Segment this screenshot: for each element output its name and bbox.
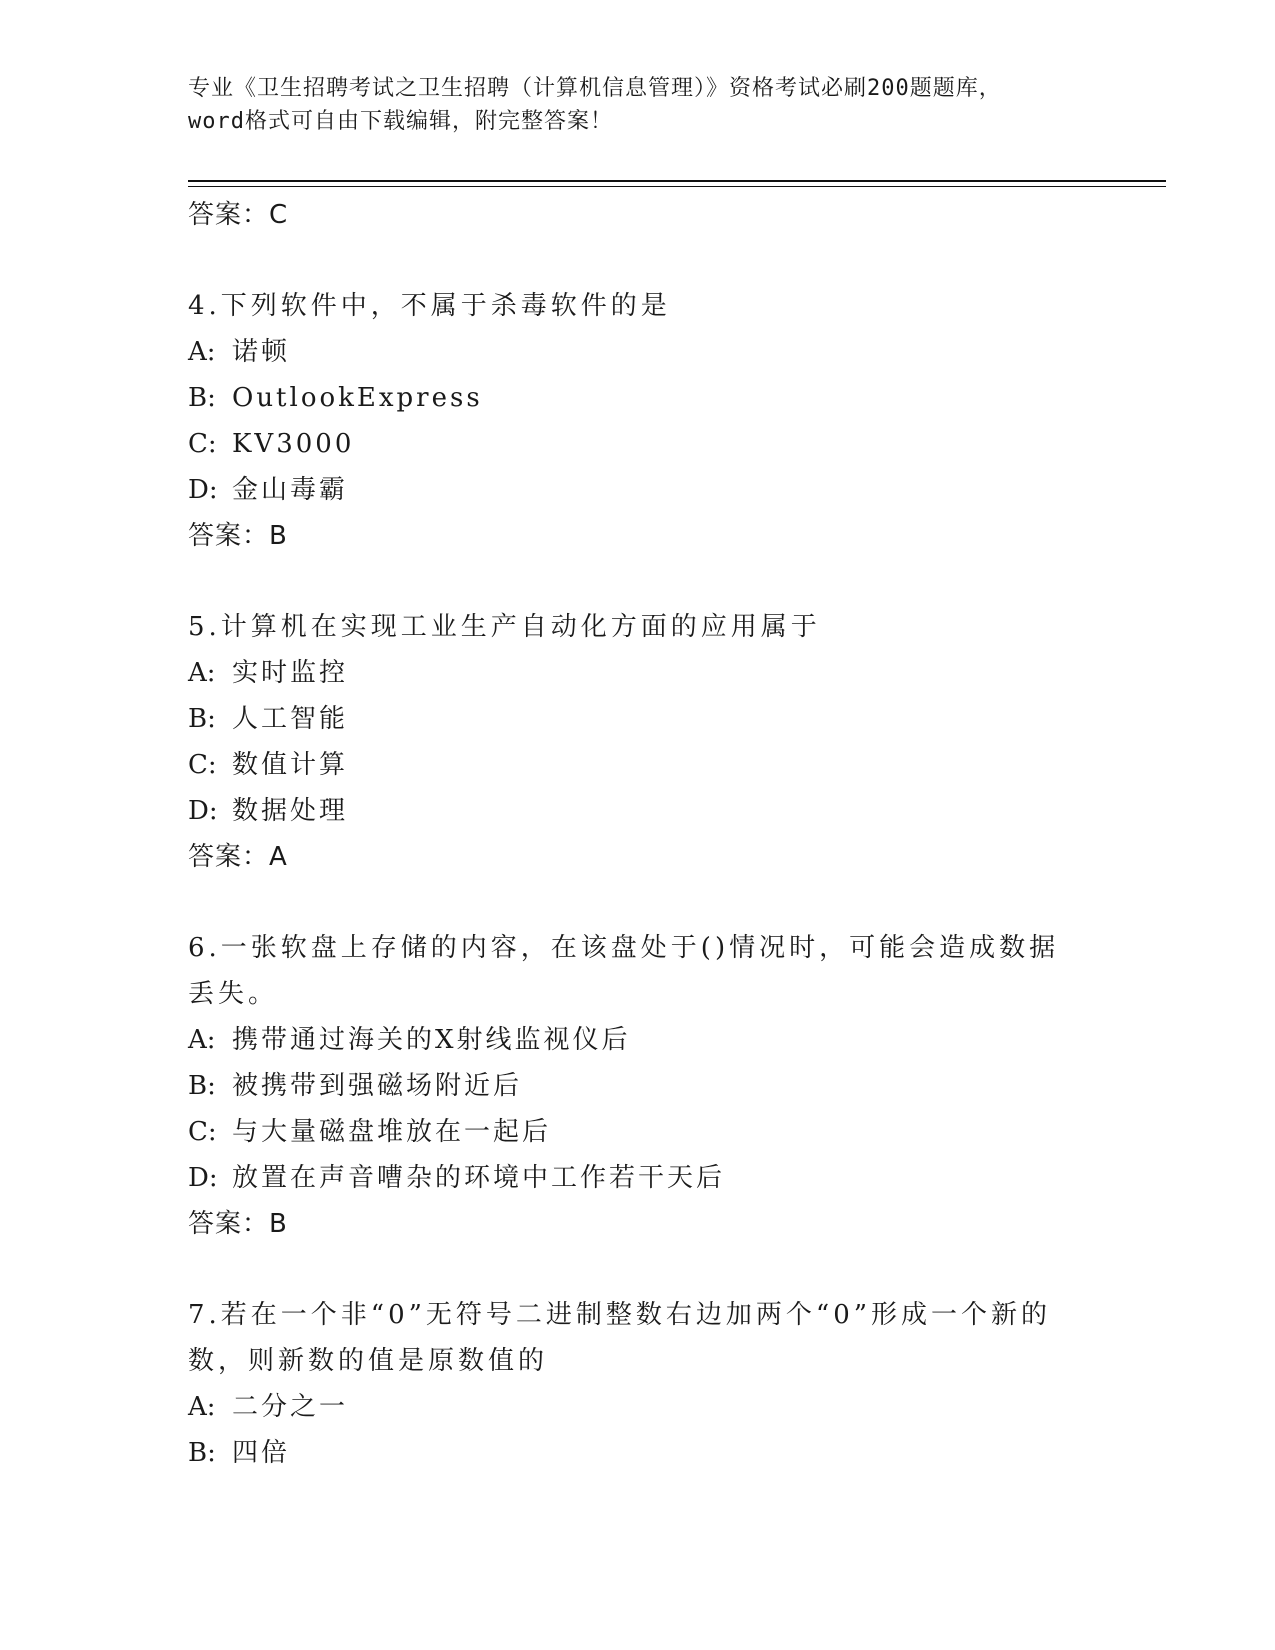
question-text: 7.若在一个非“0”无符号二进制整数右边加两个“0”形成一个新的数，则新数的值是原数值的 bbox=[188, 1300, 1052, 1376]
option-a bbox=[188, 1384, 1088, 1430]
spacer bbox=[188, 238, 1088, 283]
option-b bbox=[188, 1063, 1088, 1109]
option-key: A: bbox=[188, 1392, 216, 1422]
option-text: 数值计算 bbox=[232, 750, 349, 780]
answer-line: 答案：B bbox=[188, 521, 288, 551]
option-c bbox=[188, 1109, 1088, 1155]
option-key: B: bbox=[188, 1071, 216, 1101]
option-text: 与大量磁盘堆放在一起后 bbox=[232, 1117, 552, 1147]
option-text: 金山毒霸 bbox=[232, 475, 349, 505]
spacer bbox=[188, 559, 1088, 604]
option-text: 数据处理 bbox=[232, 796, 349, 826]
question-text: 5.计算机在实现工业生产自动化方面的应用属于 bbox=[188, 612, 821, 642]
option-c bbox=[188, 421, 1088, 467]
option-text: 被携带到强磁场附近后 bbox=[232, 1071, 523, 1101]
option-key: C: bbox=[188, 750, 217, 780]
option-text: 人工智能 bbox=[232, 704, 349, 734]
option-key: B: bbox=[188, 383, 216, 413]
option-key: D: bbox=[188, 1163, 218, 1193]
option-text: 放置在声音嘈杂的环境中工作若干天后 bbox=[232, 1163, 726, 1193]
option-text: 实时监控 bbox=[232, 658, 349, 688]
answer-line: 答案：A bbox=[188, 842, 288, 872]
answer-line: 答案：B bbox=[188, 1209, 288, 1239]
header-line-1: 专业《卫生招聘考试之卫生招聘（计算机信息管理）》资格考试必刷200题题库， bbox=[188, 76, 1002, 101]
option-d bbox=[188, 1155, 1088, 1201]
option-key: B: bbox=[188, 704, 216, 734]
option-key: A: bbox=[188, 337, 216, 367]
spacer bbox=[188, 1247, 1088, 1292]
header-rule-thin bbox=[188, 186, 1166, 187]
question-list bbox=[188, 192, 1088, 1476]
option-text: KV3000 bbox=[232, 429, 355, 459]
option-a bbox=[188, 1017, 1088, 1063]
option-key: C: bbox=[188, 429, 217, 459]
option-b bbox=[188, 375, 1088, 421]
option-key: A: bbox=[188, 1025, 216, 1055]
header-rule-thick bbox=[188, 180, 1166, 182]
option-key: D: bbox=[188, 796, 218, 826]
option-key: C: bbox=[188, 1117, 217, 1147]
option-a bbox=[188, 650, 1088, 696]
option-b bbox=[188, 1430, 1088, 1476]
option-b bbox=[188, 696, 1088, 742]
option-a bbox=[188, 329, 1088, 375]
document-header bbox=[188, 72, 1088, 138]
option-d bbox=[188, 467, 1088, 513]
option-text: 二分之一 bbox=[232, 1392, 349, 1422]
header-line-2: word格式可自由下载编辑，附完整答案！ bbox=[188, 109, 613, 134]
option-text: 携带通过海关的X射线监视仪后 bbox=[232, 1025, 631, 1055]
option-d bbox=[188, 788, 1088, 834]
option-text: OutlookExpress bbox=[232, 383, 483, 413]
option-key: B: bbox=[188, 1438, 216, 1468]
answer-line: 答案：C bbox=[188, 200, 289, 230]
option-c bbox=[188, 742, 1088, 788]
question-text: 6.一张软盘上存储的内容，在该盘处于()情况时，可能会造成数据丢失。 bbox=[188, 933, 1060, 1009]
option-key: A: bbox=[188, 658, 216, 688]
option-text: 诺顿 bbox=[232, 337, 291, 367]
question-text: 4.下列软件中，不属于杀毒软件的是 bbox=[188, 291, 671, 321]
spacer bbox=[188, 880, 1088, 925]
option-key: D: bbox=[188, 475, 218, 505]
option-text: 四倍 bbox=[232, 1438, 291, 1468]
